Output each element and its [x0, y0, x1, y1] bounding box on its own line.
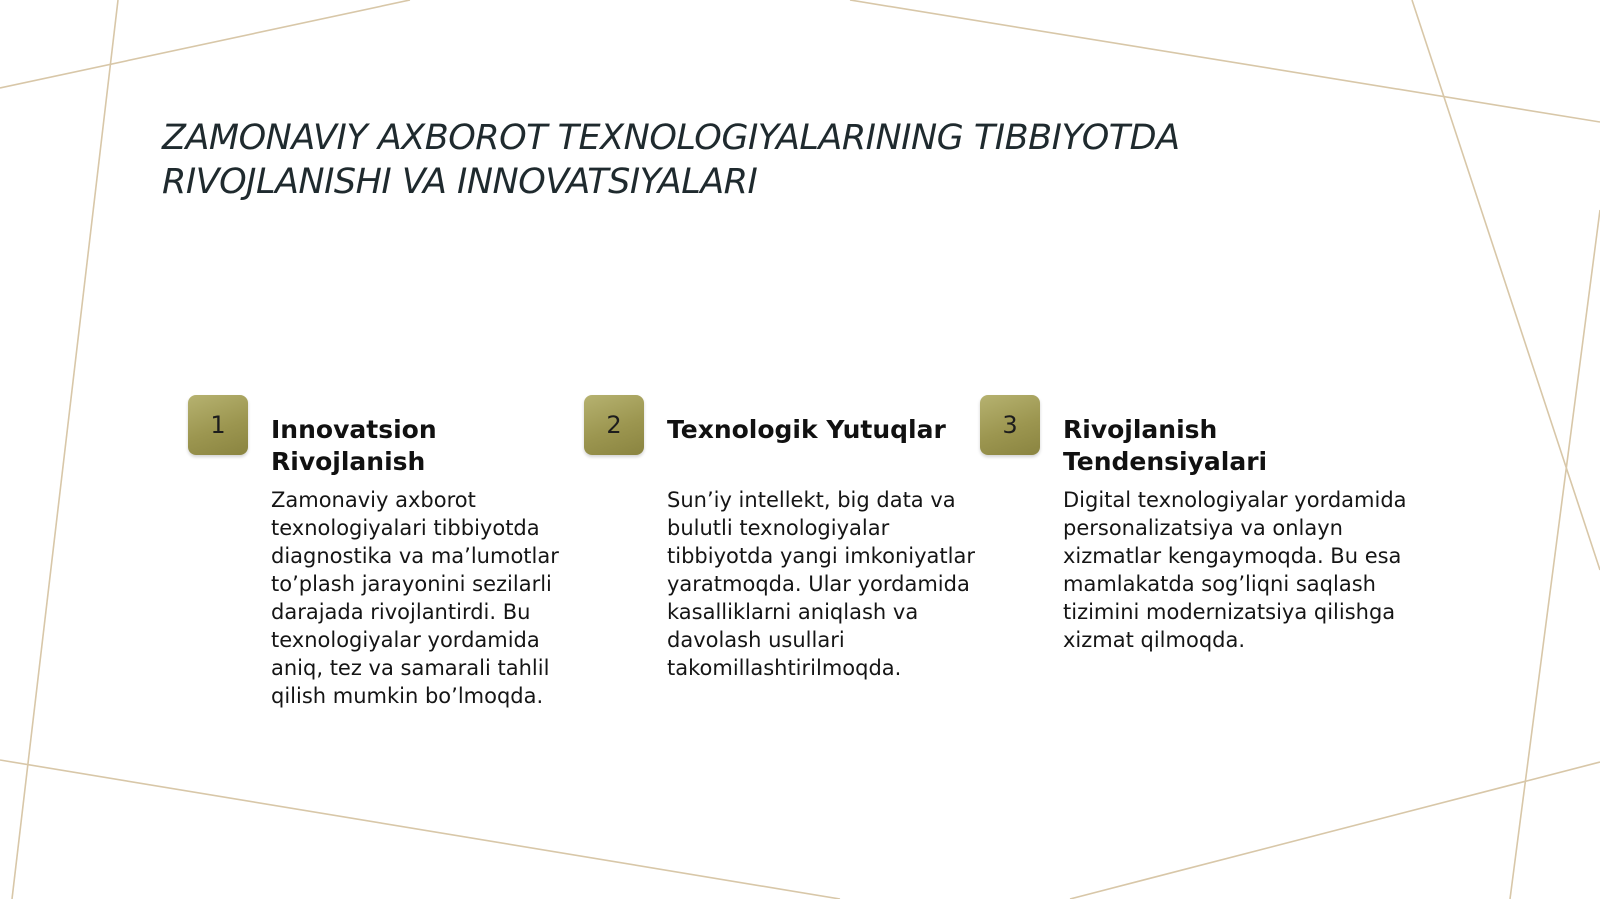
bg-line-bottom-right [1070, 762, 1600, 899]
bg-line-top-left [0, 0, 410, 88]
column-2-body: Sun’iy intellekt, big data va bulutli texnologiyalar tibbiyotda yangi imkoniyatlar yaratmoqda. Ular yordamida kasalliklarni aniqlash va davolash usullari takomillashtirilmoqda. [667, 488, 975, 680]
bg-line-right-diagonal [1412, 0, 1600, 570]
column-1-title [271, 414, 571, 478]
bg-line-bottom-left [0, 760, 840, 899]
slide-title-line-1: ZAMONAVIY AXBOROT TEXNOLOGIYALARINING TIBBIYOTDA [162, 118, 1180, 158]
column-1-body: Zamonaviy axborot texnologiyalari tibbiyotda diagnostika va ma’lumotlar to’plash jarayonini sezilarli darajada rivojlantirdi. Bu texnologiyalar yordamida aniq, tez va samarali tahlil qilish mumkin bo’lmoqda. [271, 488, 559, 708]
column-3-body: Digital texnologiyalar yordamida personalizatsiya va onlayn xizmatlar kengaymoqda. Bu esa mamlakatda sog’liqni saqlash tizimini modernizatsiya qilishga xizmat qilmoqda. [1063, 488, 1407, 652]
number-badge-3: 3 [980, 395, 1040, 455]
column-3-title-line-1: Rivojlanish [1063, 415, 1218, 444]
bg-line-right [1510, 210, 1600, 899]
column-3-title [1063, 414, 1383, 478]
column-1-title-line-1: Innovatsion [271, 415, 437, 444]
number-badge-1: 1 [188, 395, 248, 455]
column-1-title-line-2: Rivojlanish [271, 447, 426, 476]
number-badge-2: 2 [584, 395, 644, 455]
column-2-title-line-1: Texnologik Yutuqlar [667, 415, 946, 444]
column-2-title [667, 414, 987, 446]
bg-line-top-right [850, 0, 1600, 122]
column-3-title-line-2: Tendensiyalari [1063, 447, 1268, 476]
slide-title [162, 116, 1312, 204]
slide-title-line-2: RIVOJLANISHI VA INNOVATSIYALARI [162, 162, 758, 202]
